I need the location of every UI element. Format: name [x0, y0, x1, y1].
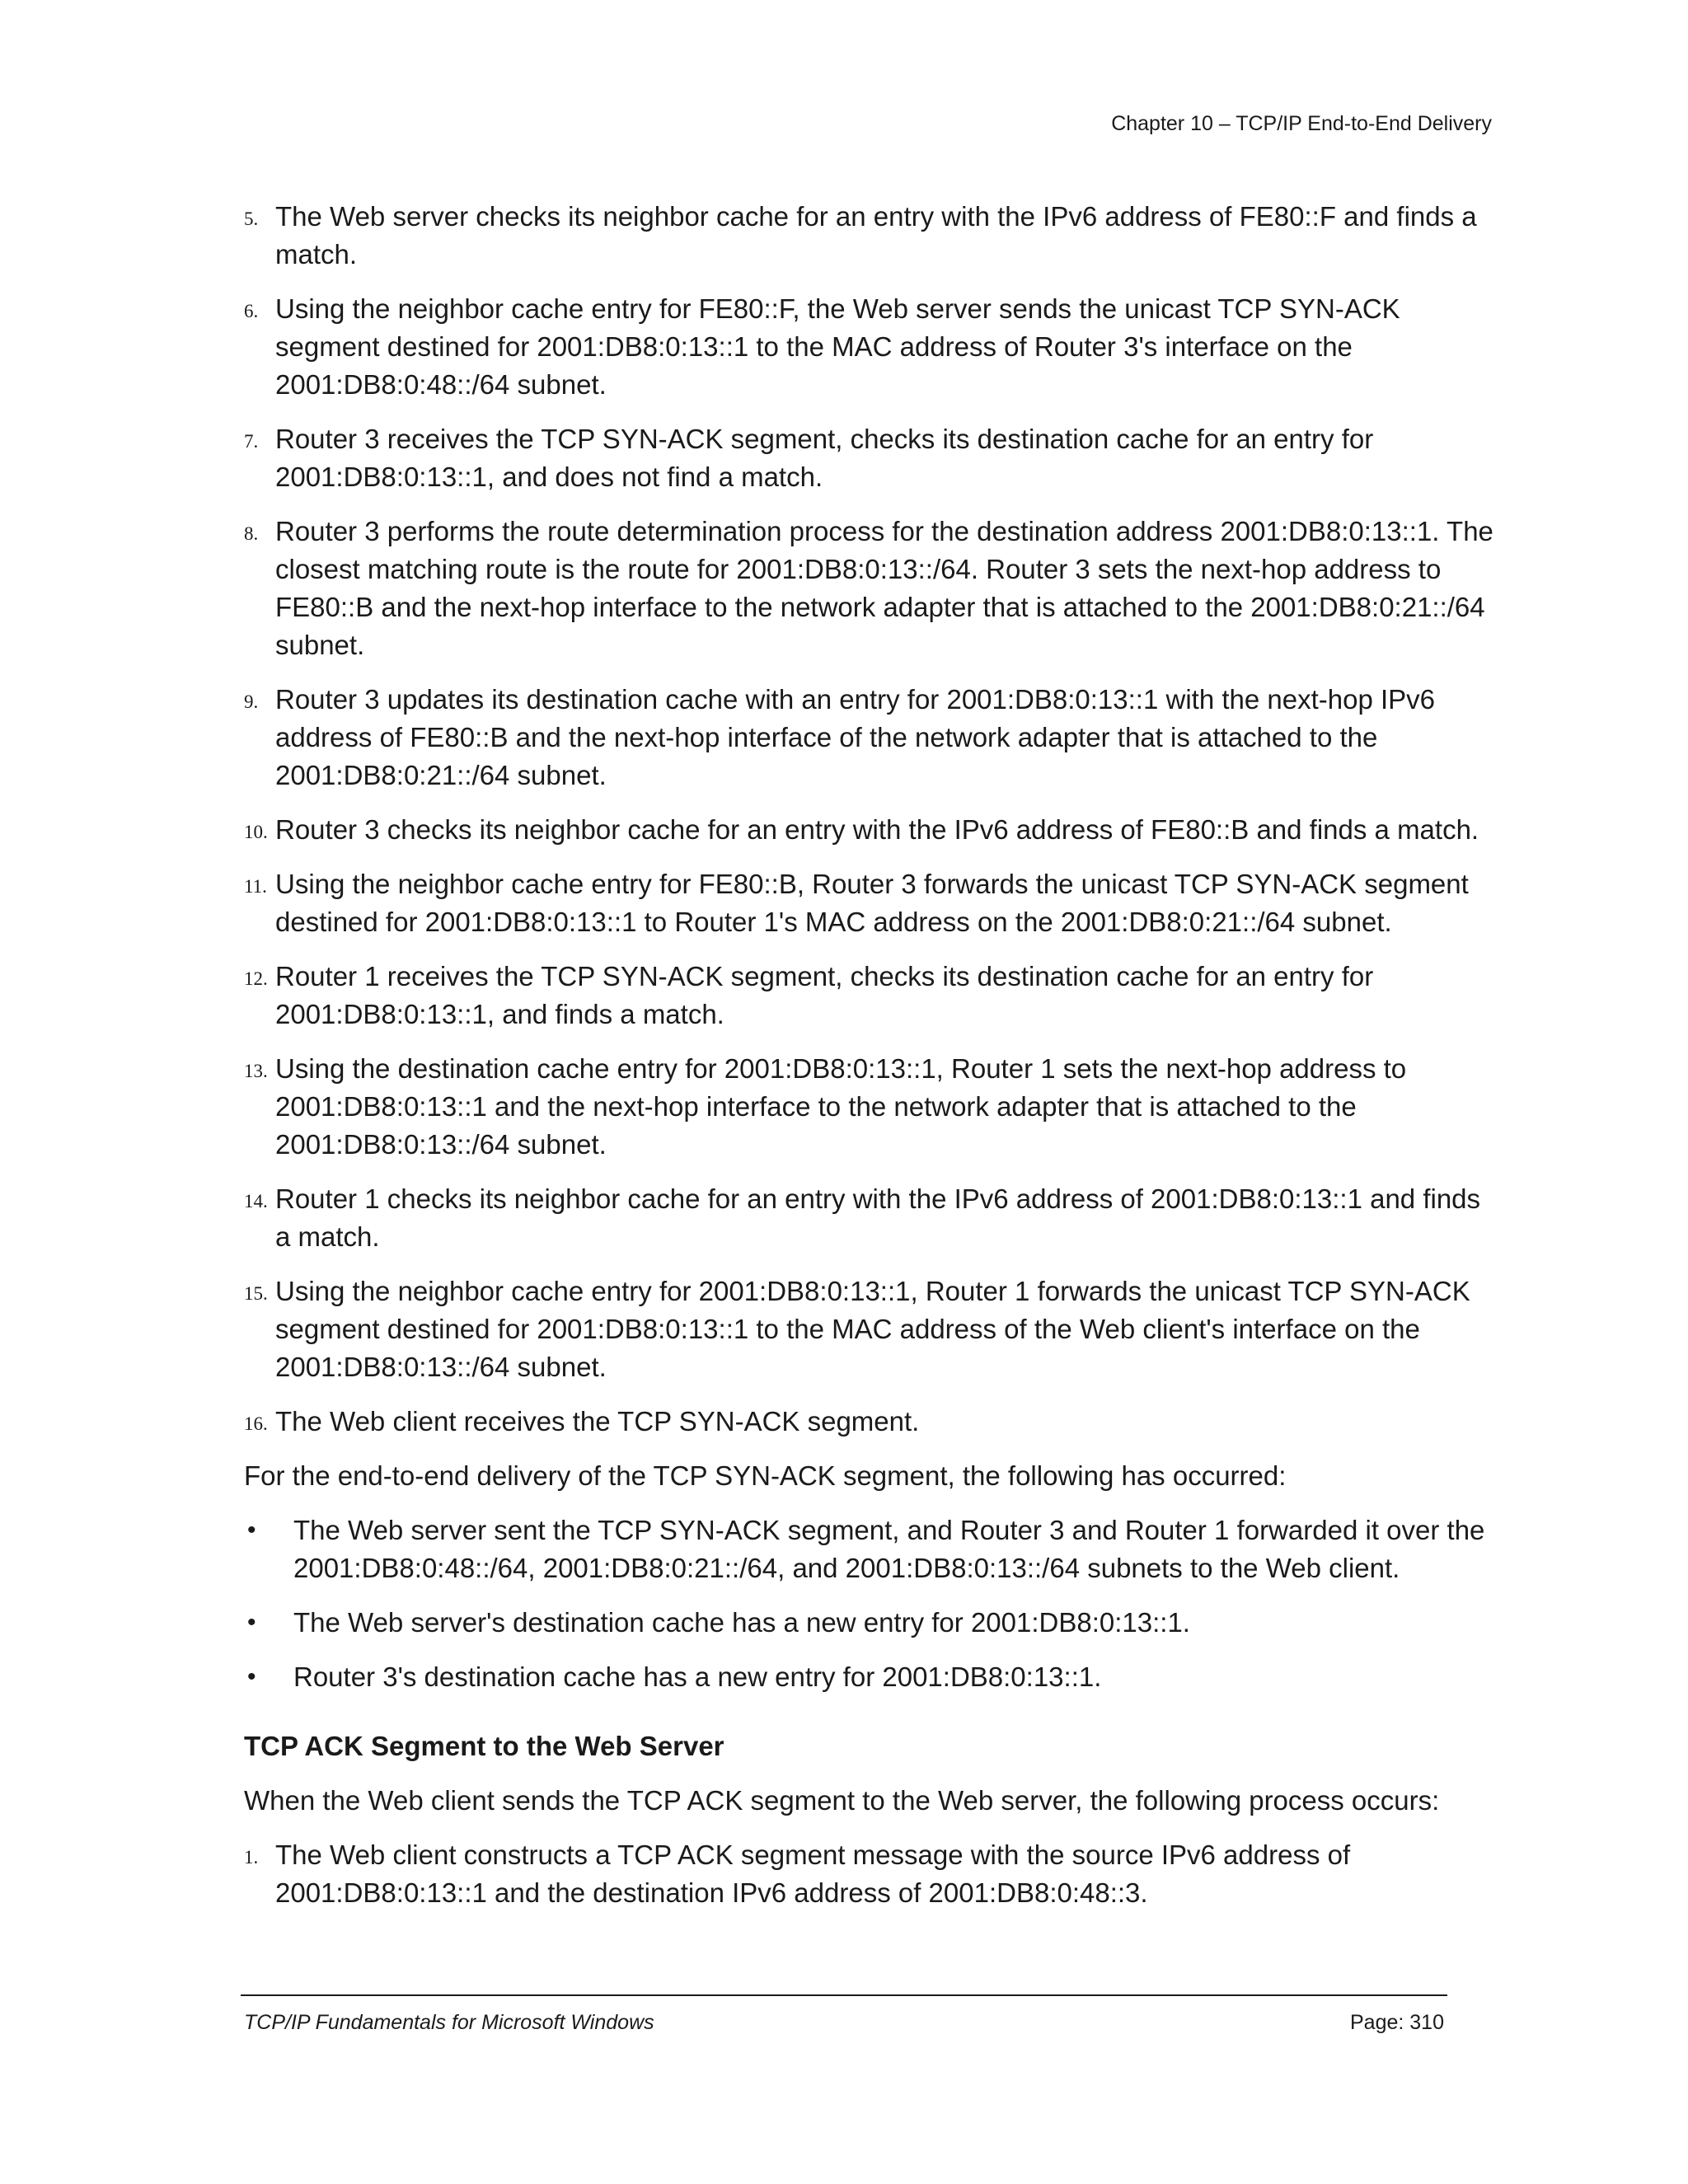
step-text: Using the neighbor cache entry for FE80::B, Router 3 forwards the unicast TCP SYN-ACK segment destined for 2001:DB8:0:13::1 to Router 1's MAC address on the 2001:DB8:0:21::/64 subnet.	[275, 869, 1469, 937]
footer-page-number: Page: 310	[1350, 2011, 1444, 2034]
step-number: 10.	[244, 822, 268, 842]
step-text: Using the neighbor cache entry for 2001:DB8:0:13::1, Router 1 forwards the unicast TCP SYN-ACK segment destined for 2001:DB8:0:13::1 to the MAC address of the Web client's interface on the 2001:DB8:0:13::/64 subnet.	[275, 1276, 1470, 1382]
step-text: Router 3 updates its destination cache with an entry for 2001:DB8:0:13::1 with the next-hop IPv6 address of FE80::B and the next-hop interface of the network adapter that is attached to the 2001:DB8:0:21::/64 subnet.	[275, 684, 1436, 790]
bullet-icon: •	[247, 1663, 256, 1690]
step-number: 6.	[244, 301, 259, 321]
step-number: 11.	[244, 876, 267, 897]
bullet-text: Router 3's destination cache has a new entry for 2001:DB8:0:13::1.	[293, 1661, 1102, 1692]
list-item-step-8	[244, 513, 1497, 664]
section-heading: TCP ACK Segment to the Web Server	[244, 1731, 724, 1761]
step-number: 8.	[244, 523, 259, 544]
bullet-item	[244, 1604, 1497, 1642]
section-intro: When the Web client sends the TCP ACK segment to the Web server, the following process occurs:	[244, 1785, 1440, 1816]
list-item-step-7	[244, 420, 1497, 496]
bullet-icon: •	[247, 1609, 256, 1636]
bullet-item	[244, 1511, 1497, 1587]
list-item-step-12	[244, 958, 1497, 1033]
step-number: 1.	[244, 1847, 259, 1868]
step-text: The Web client receives the TCP SYN-ACK segment.	[275, 1406, 920, 1436]
step-number: 9.	[244, 691, 259, 712]
list-item-step-16	[244, 1403, 1497, 1441]
step-text: Router 3 checks its neighbor cache for an entry with the IPv6 address of FE80::B and finds a match.	[275, 814, 1479, 845]
step-text: Router 1 checks its neighbor cache for an entry with the IPv6 address of 2001:DB8:0:13::1 and finds a match.	[275, 1183, 1481, 1252]
chapter-header: Chapter 10 – TCP/IP End-to-End Delivery	[1111, 112, 1492, 135]
step-text: The Web server checks its neighbor cache for an entry with the IPv6 address of FE80::F and finds a match.	[275, 201, 1477, 269]
summary-intro: For the end-to-end delivery of the TCP SYN-ACK segment, the following has occurred:	[244, 1460, 1287, 1491]
step-text: Using the neighbor cache entry for FE80::F, the Web server sends the unicast TCP SYN-ACK segment destined for 2001:DB8:0:13::1 to the MAC address of Router 3's interface on the 2001:DB8:0:48::/64 subnet.	[275, 293, 1400, 400]
step-number: 15.	[244, 1283, 268, 1304]
list-item-step-11	[244, 865, 1497, 941]
step-text: Router 1 receives the TCP SYN-ACK segment, checks its destination cache for an entry for 2001:DB8:0:13::1, and finds a match.	[275, 961, 1374, 1029]
bullet-item	[244, 1658, 1497, 1696]
list-item-step-9	[244, 681, 1497, 794]
list-item-step-6	[244, 290, 1497, 404]
footer-divider	[241, 1994, 1447, 1996]
list-item-step-14	[244, 1180, 1497, 1256]
step-number: 7.	[244, 431, 259, 452]
bullet-text: The Web server sent the TCP SYN-ACK segment, and Router 3 and Router 1 forwarded it over the 2001:DB8:0:48::/64, 2001:DB8:0:21::/64, and 2001:DB8:0:13::/64 subnets to the Web client.	[293, 1515, 1485, 1583]
step-text: Router 3 receives the TCP SYN-ACK segment, checks its destination cache for an entry for 2001:DB8:0:13::1, and does not find a match.	[275, 424, 1374, 492]
list-item-step-5	[244, 198, 1497, 274]
step-number: 12.	[244, 968, 268, 989]
bullet-icon: •	[247, 1516, 256, 1544]
list-item-step-15	[244, 1272, 1497, 1386]
step-number: 5.	[244, 209, 259, 229]
list-item-step-13	[244, 1050, 1497, 1164]
summary-bullet-list	[244, 1511, 1497, 1696]
bullet-text: The Web server's destination cache has a new entry for 2001:DB8:0:13::1.	[293, 1607, 1190, 1638]
step-number: 16.	[244, 1413, 268, 1434]
step-text: Using the destination cache entry for 2001:DB8:0:13::1, Router 1 sets the next-hop address to 2001:DB8:0:13::1 and the next-hop interface to the network adapter that is attached to the 2001:DB8:0:13::/64 subnet.	[275, 1053, 1407, 1160]
step-number: 14.	[244, 1191, 268, 1212]
step-text: Router 3 performs the route determination process for the destination address 2001:DB8:0:13::1. The closest matching route is the route for 2001:DB8:0:13::/64. Router 3 sets the next-hop address to FE80::B and the next-hop interface to the network adapter that is attached to the 2001:DB8:0:21::/64 subnet.	[275, 516, 1493, 660]
list-item-step-1	[244, 1836, 1497, 1912]
page-body	[244, 198, 1497, 1929]
list-item-step-10	[244, 811, 1497, 849]
step-number: 13.	[244, 1061, 268, 1081]
footer-book-title: TCP/IP Fundamentals for Microsoft Windows	[244, 2011, 654, 2034]
step-text: The Web client constructs a TCP ACK segment message with the source IPv6 address of 2001:DB8:0:13::1 and the destination IPv6 address of 2001:DB8:0:48::3.	[275, 1840, 1351, 1908]
